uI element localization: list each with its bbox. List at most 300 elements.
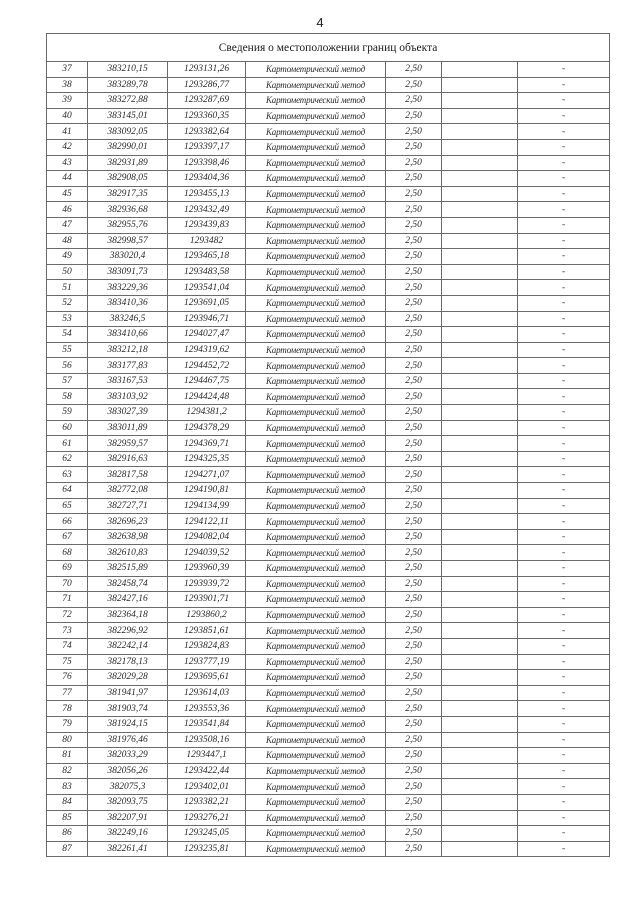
accuracy-cell: 2,50 xyxy=(386,451,442,467)
method-cell: Картометрический метод xyxy=(246,748,386,764)
point-number-cell: 39 xyxy=(47,93,88,109)
description-cell xyxy=(442,654,518,670)
coordinate-y-cell: 1293483,58 xyxy=(168,264,246,280)
description-cell xyxy=(442,623,518,639)
accuracy-cell: 2,50 xyxy=(386,249,442,265)
marker-cell: - xyxy=(518,233,610,249)
table-row xyxy=(47,295,610,311)
table-row xyxy=(47,638,610,654)
marker-cell: - xyxy=(518,295,610,311)
coordinate-x-cell: 382242,14 xyxy=(88,638,168,654)
point-number-cell: 79 xyxy=(47,716,88,732)
marker-cell: - xyxy=(518,358,610,374)
description-cell xyxy=(442,685,518,701)
coordinate-y-cell: 1293482 xyxy=(168,233,246,249)
point-number-cell: 45 xyxy=(47,186,88,202)
table-row xyxy=(47,280,610,296)
coordinate-x-cell: 382093,75 xyxy=(88,794,168,810)
point-number-cell: 77 xyxy=(47,685,88,701)
description-cell xyxy=(442,810,518,826)
marker-cell: - xyxy=(518,685,610,701)
coordinate-y-cell: 1293541,04 xyxy=(168,280,246,296)
table-row xyxy=(47,810,610,826)
point-number-cell: 59 xyxy=(47,405,88,421)
marker-cell: - xyxy=(518,529,610,545)
table-row xyxy=(47,748,610,764)
coordinate-x-cell: 382772,08 xyxy=(88,483,168,499)
method-cell: Картометрический метод xyxy=(246,592,386,608)
coordinate-x-cell: 382955,76 xyxy=(88,217,168,233)
marker-cell: - xyxy=(518,623,610,639)
accuracy-cell: 2,50 xyxy=(386,607,442,623)
coordinate-x-cell: 382029,28 xyxy=(88,670,168,686)
accuracy-cell: 2,50 xyxy=(386,93,442,109)
method-cell: Картометрический метод xyxy=(246,763,386,779)
marker-cell: - xyxy=(518,249,610,265)
description-cell xyxy=(442,607,518,623)
coordinate-y-cell: 1294134,99 xyxy=(168,498,246,514)
marker-cell: - xyxy=(518,716,610,732)
description-cell xyxy=(442,483,518,499)
method-cell: Картометрический метод xyxy=(246,93,386,109)
marker-cell: - xyxy=(518,280,610,296)
coordinate-x-cell: 383246,5 xyxy=(88,311,168,327)
accuracy-cell: 2,50 xyxy=(386,732,442,748)
description-cell xyxy=(442,467,518,483)
marker-cell: - xyxy=(518,62,610,78)
description-cell xyxy=(442,295,518,311)
coordinate-x-cell: 382998,57 xyxy=(88,233,168,249)
accuracy-cell: 2,50 xyxy=(386,373,442,389)
point-number-cell: 41 xyxy=(47,124,88,140)
method-cell: Картометрический метод xyxy=(246,139,386,155)
coordinate-y-cell: 1293465,18 xyxy=(168,249,246,265)
method-cell: Картометрический метод xyxy=(246,779,386,795)
method-cell: Картометрический метод xyxy=(246,373,386,389)
coordinate-x-cell: 383091,73 xyxy=(88,264,168,280)
method-cell: Картометрический метод xyxy=(246,826,386,842)
point-number-cell: 53 xyxy=(47,311,88,327)
method-cell: Картометрический метод xyxy=(246,545,386,561)
method-cell: Картометрический метод xyxy=(246,685,386,701)
coordinate-x-cell: 382917,35 xyxy=(88,186,168,202)
accuracy-cell: 2,50 xyxy=(386,108,442,124)
point-number-cell: 64 xyxy=(47,483,88,499)
coordinate-y-cell: 1293508,16 xyxy=(168,732,246,748)
table-row xyxy=(47,716,610,732)
coordinate-y-cell: 1293851,61 xyxy=(168,623,246,639)
coordinate-y-cell: 1294378,29 xyxy=(168,420,246,436)
description-cell xyxy=(442,763,518,779)
marker-cell: - xyxy=(518,810,610,826)
table-row xyxy=(47,155,610,171)
marker-cell: - xyxy=(518,171,610,187)
point-number-cell: 52 xyxy=(47,295,88,311)
accuracy-cell: 2,50 xyxy=(386,405,442,421)
accuracy-cell: 2,50 xyxy=(386,311,442,327)
coordinate-x-cell: 383103,92 xyxy=(88,389,168,405)
point-number-cell: 82 xyxy=(47,763,88,779)
marker-cell: - xyxy=(518,420,610,436)
description-cell xyxy=(442,62,518,78)
method-cell: Картометрический метод xyxy=(246,171,386,187)
coordinate-x-cell: 382696,23 xyxy=(88,514,168,530)
table-row xyxy=(47,763,610,779)
accuracy-cell: 2,50 xyxy=(386,561,442,577)
coordinate-x-cell: 382817,58 xyxy=(88,467,168,483)
description-cell xyxy=(442,420,518,436)
table-row xyxy=(47,311,610,327)
method-cell: Картометрический метод xyxy=(246,295,386,311)
coordinate-x-cell: 382638,98 xyxy=(88,529,168,545)
description-cell xyxy=(442,779,518,795)
table-row xyxy=(47,779,610,795)
description-cell xyxy=(442,155,518,171)
method-cell: Картометрический метод xyxy=(246,732,386,748)
table-body xyxy=(47,34,610,857)
method-cell: Картометрический метод xyxy=(246,124,386,140)
marker-cell: - xyxy=(518,607,610,623)
point-number-cell: 44 xyxy=(47,171,88,187)
point-number-cell: 57 xyxy=(47,373,88,389)
method-cell: Картометрический метод xyxy=(246,576,386,592)
coordinate-y-cell: 1293960,39 xyxy=(168,561,246,577)
table-row xyxy=(47,685,610,701)
accuracy-cell: 2,50 xyxy=(386,654,442,670)
description-cell xyxy=(442,249,518,265)
accuracy-cell: 2,50 xyxy=(386,701,442,717)
method-cell: Картометрический метод xyxy=(246,358,386,374)
table-row xyxy=(47,436,610,452)
coordinate-y-cell: 1294452,72 xyxy=(168,358,246,374)
coordinate-y-cell: 1293360,35 xyxy=(168,108,246,124)
marker-cell: - xyxy=(518,139,610,155)
method-cell: Картометрический метод xyxy=(246,841,386,857)
table-row xyxy=(47,794,610,810)
method-cell: Картометрический метод xyxy=(246,467,386,483)
marker-cell: - xyxy=(518,561,610,577)
method-cell: Картометрический метод xyxy=(246,280,386,296)
coordinate-y-cell: 1294319,62 xyxy=(168,342,246,358)
coordinate-y-cell: 1293245,05 xyxy=(168,826,246,842)
coordinate-y-cell: 1293276,21 xyxy=(168,810,246,826)
coordinate-x-cell: 382931,89 xyxy=(88,155,168,171)
accuracy-cell: 2,50 xyxy=(386,779,442,795)
marker-cell: - xyxy=(518,451,610,467)
coordinate-y-cell: 1293382,64 xyxy=(168,124,246,140)
coordinate-x-cell: 382916,63 xyxy=(88,451,168,467)
coordinate-y-cell: 1293131,26 xyxy=(168,62,246,78)
coordinate-y-cell: 1293287,69 xyxy=(168,93,246,109)
marker-cell: - xyxy=(518,93,610,109)
point-number-cell: 42 xyxy=(47,139,88,155)
coordinate-x-cell: 382959,57 xyxy=(88,436,168,452)
point-number-cell: 80 xyxy=(47,732,88,748)
point-number-cell: 43 xyxy=(47,155,88,171)
accuracy-cell: 2,50 xyxy=(386,514,442,530)
description-cell xyxy=(442,514,518,530)
marker-cell: - xyxy=(518,498,610,514)
marker-cell: - xyxy=(518,77,610,93)
coordinate-y-cell: 1293439,83 xyxy=(168,217,246,233)
description-cell xyxy=(442,561,518,577)
accuracy-cell: 2,50 xyxy=(386,685,442,701)
coordinate-y-cell: 1294271,07 xyxy=(168,467,246,483)
point-number-cell: 61 xyxy=(47,436,88,452)
coordinate-x-cell: 383229,36 xyxy=(88,280,168,296)
table-row xyxy=(47,451,610,467)
coordinate-x-cell: 381924,15 xyxy=(88,716,168,732)
method-cell: Картометрический метод xyxy=(246,498,386,514)
marker-cell: - xyxy=(518,202,610,218)
description-cell xyxy=(442,638,518,654)
table-row xyxy=(47,607,610,623)
marker-cell: - xyxy=(518,108,610,124)
accuracy-cell: 2,50 xyxy=(386,467,442,483)
table-row xyxy=(47,358,610,374)
table-row xyxy=(47,545,610,561)
coordinate-x-cell: 382458,74 xyxy=(88,576,168,592)
marker-cell: - xyxy=(518,405,610,421)
description-cell xyxy=(442,670,518,686)
description-cell xyxy=(442,436,518,452)
accuracy-cell: 2,50 xyxy=(386,794,442,810)
method-cell: Картометрический метод xyxy=(246,186,386,202)
table-row xyxy=(47,389,610,405)
accuracy-cell: 2,50 xyxy=(386,233,442,249)
marker-cell: - xyxy=(518,124,610,140)
accuracy-cell: 2,50 xyxy=(386,420,442,436)
method-cell: Картометрический метод xyxy=(246,77,386,93)
table-row xyxy=(47,342,610,358)
marker-cell: - xyxy=(518,186,610,202)
coordinate-x-cell: 383177,83 xyxy=(88,358,168,374)
coordinate-x-cell: 383410,36 xyxy=(88,295,168,311)
table-row xyxy=(47,670,610,686)
marker-cell: - xyxy=(518,826,610,842)
marker-cell: - xyxy=(518,748,610,764)
accuracy-cell: 2,50 xyxy=(386,670,442,686)
accuracy-cell: 2,50 xyxy=(386,77,442,93)
point-number-cell: 50 xyxy=(47,264,88,280)
coordinate-x-cell: 382056,26 xyxy=(88,763,168,779)
description-cell xyxy=(442,794,518,810)
table-row xyxy=(47,373,610,389)
coordinate-x-cell: 383020,4 xyxy=(88,249,168,265)
accuracy-cell: 2,50 xyxy=(386,436,442,452)
point-number-cell: 51 xyxy=(47,280,88,296)
method-cell: Картометрический метод xyxy=(246,623,386,639)
coordinate-x-cell: 381941,97 xyxy=(88,685,168,701)
method-cell: Картометрический метод xyxy=(246,233,386,249)
marker-cell: - xyxy=(518,483,610,499)
coordinate-y-cell: 1293939,72 xyxy=(168,576,246,592)
marker-cell: - xyxy=(518,389,610,405)
description-cell xyxy=(442,732,518,748)
coordinate-x-cell: 382727,71 xyxy=(88,498,168,514)
method-cell: Картометрический метод xyxy=(246,529,386,545)
coordinate-y-cell: 1293382,21 xyxy=(168,794,246,810)
accuracy-cell: 2,50 xyxy=(386,358,442,374)
coordinate-x-cell: 383092,05 xyxy=(88,124,168,140)
table-row xyxy=(47,405,610,421)
description-cell xyxy=(442,93,518,109)
description-cell xyxy=(442,358,518,374)
description-cell xyxy=(442,342,518,358)
coordinate-y-cell: 1293286,77 xyxy=(168,77,246,93)
description-cell xyxy=(442,701,518,717)
point-number-cell: 84 xyxy=(47,794,88,810)
table-row xyxy=(47,514,610,530)
point-number-cell: 46 xyxy=(47,202,88,218)
method-cell: Картометрический метод xyxy=(246,701,386,717)
page-number: 4 xyxy=(316,15,324,30)
point-number-cell: 70 xyxy=(47,576,88,592)
coordinate-y-cell: 1294190,81 xyxy=(168,483,246,499)
point-number-cell: 66 xyxy=(47,514,88,530)
accuracy-cell: 2,50 xyxy=(386,545,442,561)
description-cell xyxy=(442,124,518,140)
point-number-cell: 49 xyxy=(47,249,88,265)
coordinate-y-cell: 1294082,04 xyxy=(168,529,246,545)
marker-cell: - xyxy=(518,638,610,654)
marker-cell: - xyxy=(518,763,610,779)
point-number-cell: 73 xyxy=(47,623,88,639)
accuracy-cell: 2,50 xyxy=(386,124,442,140)
point-number-cell: 78 xyxy=(47,701,88,717)
table-row xyxy=(47,498,610,514)
table-title-row xyxy=(47,34,610,62)
table-row xyxy=(47,529,610,545)
coordinate-y-cell: 1294381,2 xyxy=(168,405,246,421)
coordinate-y-cell: 1293397,17 xyxy=(168,139,246,155)
method-cell: Картометрический метод xyxy=(246,249,386,265)
marker-cell: - xyxy=(518,217,610,233)
table-row xyxy=(47,77,610,93)
coordinate-y-cell: 1294467,75 xyxy=(168,373,246,389)
method-cell: Картометрический метод xyxy=(246,327,386,343)
method-cell: Картометрический метод xyxy=(246,217,386,233)
accuracy-cell: 2,50 xyxy=(386,483,442,499)
point-number-cell: 47 xyxy=(47,217,88,233)
accuracy-cell: 2,50 xyxy=(386,280,442,296)
point-number-cell: 68 xyxy=(47,545,88,561)
coordinate-y-cell: 1294122,11 xyxy=(168,514,246,530)
coordinate-y-cell: 1293553,36 xyxy=(168,701,246,717)
description-cell xyxy=(442,826,518,842)
description-cell xyxy=(442,327,518,343)
marker-cell: - xyxy=(518,311,610,327)
table-row xyxy=(47,202,610,218)
description-cell xyxy=(442,171,518,187)
coordinate-x-cell: 382427,16 xyxy=(88,592,168,608)
method-cell: Картометрический метод xyxy=(246,264,386,280)
marker-cell: - xyxy=(518,670,610,686)
accuracy-cell: 2,50 xyxy=(386,529,442,545)
coordinate-y-cell: 1293860,2 xyxy=(168,607,246,623)
marker-cell: - xyxy=(518,732,610,748)
accuracy-cell: 2,50 xyxy=(386,139,442,155)
method-cell: Картометрический метод xyxy=(246,311,386,327)
coordinate-x-cell: 383289,78 xyxy=(88,77,168,93)
method-cell: Картометрический метод xyxy=(246,514,386,530)
marker-cell: - xyxy=(518,701,610,717)
marker-cell: - xyxy=(518,654,610,670)
description-cell xyxy=(442,498,518,514)
coordinate-y-cell: 1293447,1 xyxy=(168,748,246,764)
point-number-cell: 85 xyxy=(47,810,88,826)
coordinate-y-cell: 1293404,36 xyxy=(168,171,246,187)
marker-cell: - xyxy=(518,841,610,857)
coordinate-x-cell: 382908,05 xyxy=(88,171,168,187)
method-cell: Картометрический метод xyxy=(246,436,386,452)
accuracy-cell: 2,50 xyxy=(386,638,442,654)
accuracy-cell: 2,50 xyxy=(386,498,442,514)
marker-cell: - xyxy=(518,373,610,389)
accuracy-cell: 2,50 xyxy=(386,62,442,78)
description-cell xyxy=(442,451,518,467)
coordinate-x-cell: 383145,01 xyxy=(88,108,168,124)
accuracy-cell: 2,50 xyxy=(386,841,442,857)
method-cell: Картометрический метод xyxy=(246,420,386,436)
description-cell xyxy=(442,716,518,732)
table-row xyxy=(47,186,610,202)
point-number-cell: 38 xyxy=(47,77,88,93)
coordinate-y-cell: 1293824,83 xyxy=(168,638,246,654)
description-cell xyxy=(442,529,518,545)
description-cell xyxy=(442,748,518,764)
coordinate-x-cell: 383272,88 xyxy=(88,93,168,109)
description-cell xyxy=(442,77,518,93)
coordinate-x-cell: 382515,89 xyxy=(88,561,168,577)
marker-cell: - xyxy=(518,514,610,530)
marker-cell: - xyxy=(518,545,610,561)
method-cell: Картометрический метод xyxy=(246,654,386,670)
marker-cell: - xyxy=(518,779,610,795)
accuracy-cell: 2,50 xyxy=(386,295,442,311)
accuracy-cell: 2,50 xyxy=(386,748,442,764)
table-row xyxy=(47,654,610,670)
accuracy-cell: 2,50 xyxy=(386,342,442,358)
point-number-cell: 75 xyxy=(47,654,88,670)
description-cell xyxy=(442,264,518,280)
method-cell: Картометрический метод xyxy=(246,342,386,358)
table-row xyxy=(47,62,610,78)
description-cell xyxy=(442,217,518,233)
point-number-cell: 74 xyxy=(47,638,88,654)
table-row xyxy=(47,623,610,639)
description-cell xyxy=(442,202,518,218)
coordinate-x-cell: 383167,53 xyxy=(88,373,168,389)
description-cell xyxy=(442,592,518,608)
coordinate-y-cell: 1293901,71 xyxy=(168,592,246,608)
method-cell: Картометрический метод xyxy=(246,405,386,421)
table-row xyxy=(47,327,610,343)
method-cell: Картометрический метод xyxy=(246,794,386,810)
point-number-cell: 83 xyxy=(47,779,88,795)
accuracy-cell: 2,50 xyxy=(386,264,442,280)
point-number-cell: 63 xyxy=(47,467,88,483)
coordinate-y-cell: 1293235,81 xyxy=(168,841,246,857)
point-number-cell: 62 xyxy=(47,451,88,467)
table-row xyxy=(47,264,610,280)
accuracy-cell: 2,50 xyxy=(386,155,442,171)
coordinate-x-cell: 382364,18 xyxy=(88,607,168,623)
method-cell: Картометрический метод xyxy=(246,561,386,577)
marker-cell: - xyxy=(518,327,610,343)
accuracy-cell: 2,50 xyxy=(386,217,442,233)
marker-cell: - xyxy=(518,155,610,171)
